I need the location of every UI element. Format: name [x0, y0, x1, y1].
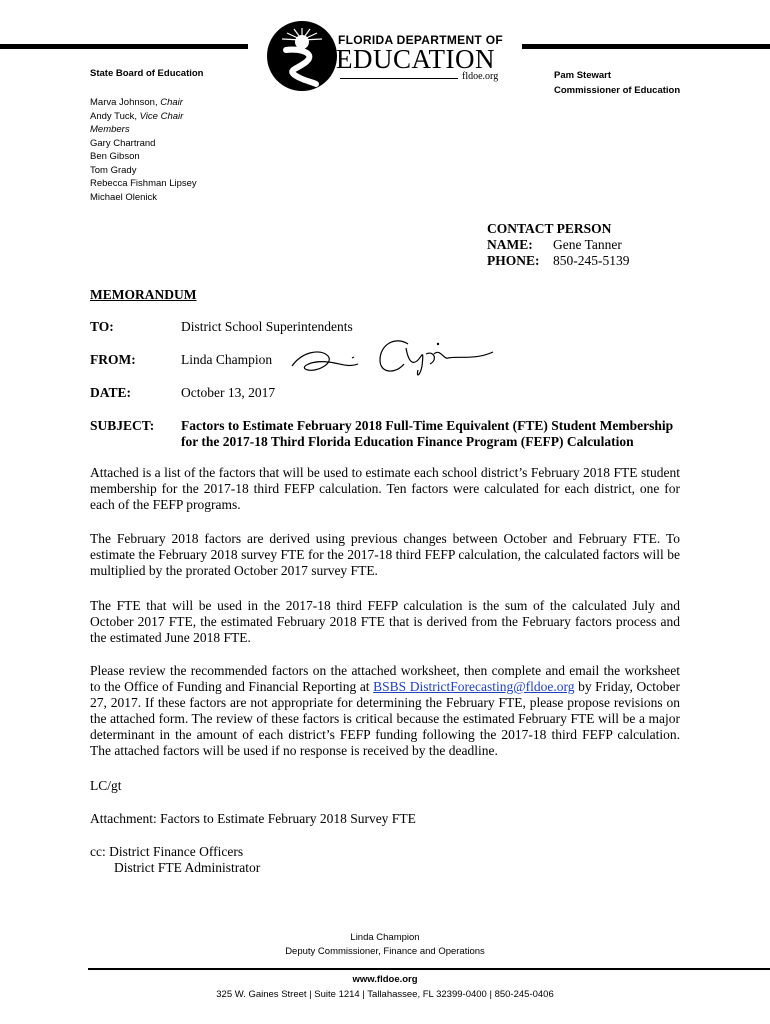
- body-paragraph-1: Attached is a list of the factors that will be used to estimate each school district’s February 2018 FTE student membership for the 2017-18 third FEFP calculation. Ten factors were calculated for each district, one for each of the FEFP programs.: [90, 465, 680, 512]
- board-member: Tom Grady: [90, 164, 137, 176]
- cc-line-2: District FTE Administrator: [114, 860, 261, 875]
- logo-main-text: EDUCATION: [336, 44, 495, 74]
- board-member: Michael Olenick: [90, 191, 158, 203]
- header-rule-left: [0, 44, 248, 49]
- to-label: TO:: [90, 319, 114, 334]
- board-member: Gary Chartrand: [90, 137, 156, 149]
- header-rule-right: [522, 44, 770, 49]
- board-member: Ben Gibson: [90, 151, 140, 162]
- cc-line-1: cc: District Finance Officers: [90, 844, 244, 859]
- logo-underline: [340, 78, 458, 79]
- board-member: Marva Johnson, Chair: [90, 97, 183, 108]
- date-value: October 13, 2017: [181, 385, 276, 400]
- from-value: Linda Champion: [181, 352, 273, 367]
- from-label: FROM:: [90, 352, 136, 367]
- date-label: DATE:: [90, 385, 132, 400]
- footer-rule: [88, 968, 770, 970]
- contact-name-row: NAME: Gene Tanner: [487, 237, 622, 252]
- email-link[interactable]: BSBS DistrictForecasting@fldoe.org: [373, 679, 575, 694]
- to-value: District School Superintendents: [181, 319, 353, 334]
- board-member: Members: [90, 124, 130, 135]
- body-paragraph-2: The February 2018 factors are derived using previous changes between October and February FTE. To estimate the February 2018 survey FTE for the 2017-18 third FEFP calculation, the calculated factors will be multiplied by the prorated October 2017 survey FTE.: [90, 531, 680, 578]
- logo-url: fldoe.org: [462, 71, 499, 82]
- board-member: Rebecca Fishman Lipsey: [90, 178, 197, 189]
- footer-address: 325 W. Gaines Street | Suite 1214 | Tallahassee, FL 32399-0400 | 850-245-0406: [216, 989, 554, 1000]
- footer-title: Deputy Commissioner, Finance and Operations: [285, 946, 485, 957]
- fldoe-seal-icon: [266, 20, 338, 92]
- body-paragraph-4: Please review the recommended factors on the attached worksheet, then complete and email the worksheet to the Office of Funding and Financial Reporting at BSBS DistrictForecasting@fldoe.org by Friday, October 27, 2017. If these factors are not appropriate for determining the February FTE, please propose revisions on the attached form. The review of these factors is critical because the estimated February FTE will be a major determinant in the amount of each district’s FEFP funding following the 2017-18 third FEFP calculation. The attached factors will be used if no response is received by the deadline.: [90, 663, 680, 758]
- contact-phone-row: PHONE: 850-245-5139: [487, 253, 630, 268]
- footer-url[interactable]: www.fldoe.org: [352, 974, 418, 985]
- attachment-line: Attachment: Factors to Estimate February 2018 Survey FTE: [90, 811, 416, 826]
- state-board-title: State Board of Education: [90, 68, 204, 79]
- subject-label: SUBJECT:: [90, 418, 155, 433]
- subject-value: Factors to Estimate February 2018 Full-Time Equivalent (FTE) Student Membership for the 2017-18 Third Florida Education Finance Program (FEFP) Calculation: [181, 418, 674, 449]
- contact-heading: CONTACT PERSON: [487, 221, 612, 236]
- signature-icon: [288, 330, 498, 380]
- board-members-list: [90, 96, 197, 204]
- footer-signatory: [0, 931, 770, 959]
- body-paragraph-3: The FTE that will be used in the 2017-18 third FEFP calculation is the sum of the calculated July and October 2017 FTE, the estimated February 2018 FTE that is derived from the February factors process and the estimated June 2018 FTE.: [90, 598, 680, 645]
- logo-top-text: FLORIDA DEPARTMENT OF: [338, 33, 503, 47]
- commissioner-block: [554, 68, 680, 98]
- initials: LC/gt: [90, 778, 122, 793]
- commissioner-title: Commissioner of Education: [554, 85, 681, 96]
- footer-name: Linda Champion: [350, 932, 420, 943]
- contact-block: [487, 221, 630, 269]
- memo-title: MEMORANDUM: [90, 287, 197, 302]
- board-member: Andy Tuck, Vice Chair: [90, 110, 184, 122]
- commissioner-name: Pam Stewart: [554, 70, 612, 81]
